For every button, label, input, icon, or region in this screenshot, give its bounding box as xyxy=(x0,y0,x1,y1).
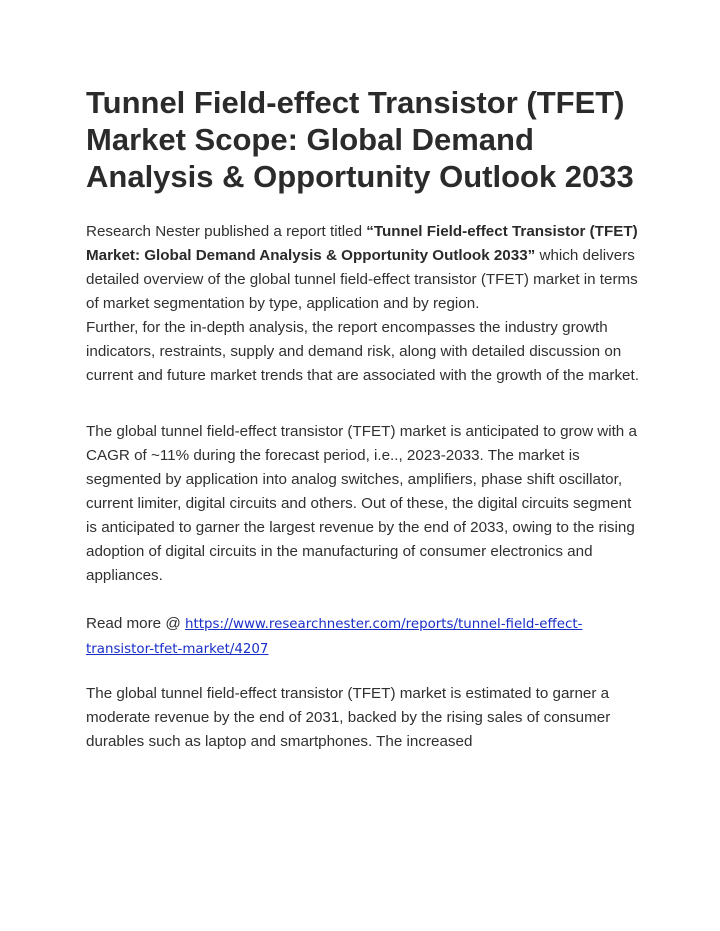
read-more-label: Read more @ xyxy=(86,615,185,632)
read-more-line xyxy=(86,612,646,662)
analysis-paragraph: Further, for the in-depth analysis, the report encompasses the industry growth indicators, restraints, supply and demand risk, along with detailed discussion on current and future market trends that are associated with the growth of the market. xyxy=(86,319,639,384)
revenue-paragraph: The global tunnel field-effect transistor (TFET) market is estimated to garner a moderate revenue by the end of 2031, backed by the rising sales of consumer durables such as laptop and smartphones. The increased xyxy=(86,685,611,750)
document-page xyxy=(86,84,646,754)
document-title: Tunnel Field-effect Transistor (TFET) Market Scope: Global Demand Analysis & Opportunity Outlook 2033 xyxy=(86,85,634,194)
intro-paragraph xyxy=(86,220,646,316)
report-title-quote: “Tunnel Field-effect Transistor (TFET) Market: Global Demand Analysis & Opportunity Outlook 2033” xyxy=(86,223,638,264)
report-link[interactable]: https://www.researchnester.com/reports/tunnel-field-effect-transistor-tfet-market/4207 xyxy=(86,617,583,657)
intro-lead: Research Nester published a report titled xyxy=(86,223,367,240)
market-growth-paragraph: The global tunnel field-effect transistor (TFET) market is anticipated to grow with a CAGR of ~11% during the forecast period, i.e.., 2023-2033. The market is segmented by application into analog switches, amplifiers, phase shift oscillator, current limiter, digital circuits and others. Out of these, the digital circuits segment is anticipated to garner the largest revenue by the end of 2033, owing to the rising adoption of digital circuits in the manufacturing of consumer electronics and appliances. xyxy=(86,423,637,584)
intro-tail: which delivers detailed overview of the global tunnel field-effect transistor (TFET) market in terms of market segmentation by type, application and by region. xyxy=(86,247,638,312)
